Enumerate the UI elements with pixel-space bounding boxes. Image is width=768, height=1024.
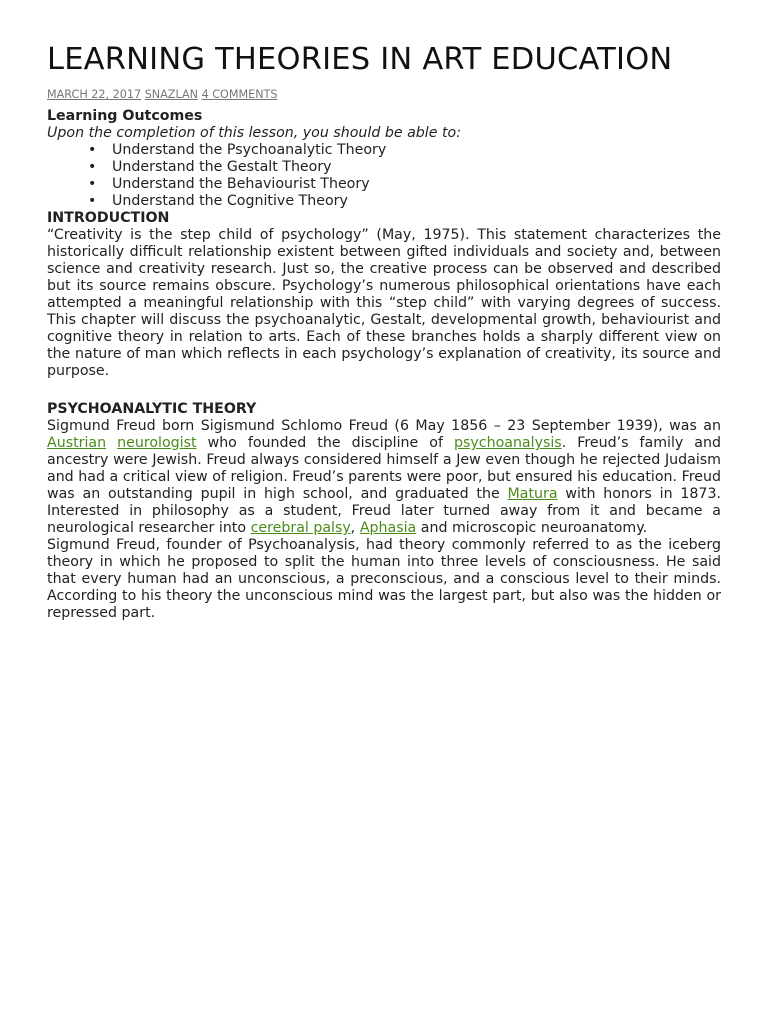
- post-author-link[interactable]: SNAZLAN: [144, 88, 198, 101]
- paragraph-text: and microscopic neuroanatomy.: [416, 520, 648, 536]
- iceberg-theory-paragraph: Sigmund Freud, founder of Psychoanalysis, had theory commonly referred to as the iceberg theory in which he proposed to split the human into three levels of consciousness. He said that every human had an unconscious, a preconscious, and a conscious level to their minds. According to his theory the unconscious mind was the largest part, but also was the hidden or repressed part.: [47, 537, 721, 621]
- article: [47, 40, 721, 622]
- freud-biography-paragraph: [47, 418, 721, 537]
- section-spacer: [47, 380, 721, 397]
- matura-link[interactable]: Matura: [507, 486, 558, 502]
- introduction-paragraph: “Creativity is the step child of psychology” (May, 1975). This statement characterizes the historically difficult relationship existent between gifted individuals and society and, between science and creativity research. Just so, the creative process can be observed and described but its source remains obscure. Psychology’s numerous philosophical orientations have each attempted a meaningful relationship with this “step child” with varying degrees of success. This chapter will discuss the psychoanalytic, Gestalt, developmental growth, behaviourist and cognitive theory in relation to arts. Each of these branches holds a sharply different view on the nature of man which reflects in each psychology’s explanation of creativity, its source and purpose.: [47, 227, 721, 379]
- paragraph-text: ,: [350, 520, 360, 536]
- paragraph-text: Sigmund Freud born Sigismund Schlomo Freud (6 May 1856 – 23 September 1939), was an: [47, 418, 721, 434]
- list-item: [88, 176, 721, 193]
- article-title: LEARNING THEORIES IN ART EDUCATION: [47, 42, 673, 77]
- list-item-text: Understand the Gestalt Theory: [112, 159, 332, 175]
- post-meta: [47, 87, 721, 102]
- list-item: [88, 142, 721, 159]
- paragraph-text: [106, 435, 117, 451]
- paragraph-text: . Freud’s family and ancestry were Jewish. Freud always considered himself a Jew even though he rejected Judaism and had a critical view of religion. Freud’s parents were poor, but ensured his education. Freud was an outstanding pupil in high school, and graduated the: [47, 435, 722, 502]
- list-item: [88, 193, 721, 210]
- aphasia-link[interactable]: Aphasia: [359, 520, 417, 536]
- bullet-icon: •: [88, 193, 97, 209]
- list-item-text: Understand the Cognitive Theory: [112, 193, 348, 209]
- psychoanalytic-heading: PSYCHOANALYTIC THEORY: [47, 401, 257, 417]
- learning-outcomes-heading: Learning Outcomes: [47, 108, 203, 124]
- list-item-text: Understand the Psychoanalytic Theory: [112, 142, 387, 158]
- post-comments-link[interactable]: 4 COMMENTS: [201, 88, 278, 101]
- learning-outcomes-list: [47, 142, 721, 210]
- austrian-link[interactable]: Austrian: [47, 435, 107, 451]
- bullet-icon: •: [88, 176, 97, 192]
- introduction-heading: INTRODUCTION: [47, 210, 170, 226]
- post-date-link[interactable]: MARCH 22, 2017: [47, 88, 142, 101]
- cerebral-palsy-link[interactable]: cerebral palsy: [250, 520, 351, 536]
- bullet-icon: •: [88, 142, 97, 158]
- paragraph-text: with honors in 1873. Interested in philosophy as a student, Freud later turned away from it and became a neurological researcher into: [47, 486, 721, 536]
- paragraph-text: who founded the discipline of: [196, 435, 454, 451]
- neurologist-link[interactable]: neurologist: [117, 435, 197, 451]
- psychoanalysis-link[interactable]: psychoanalysis: [453, 435, 562, 451]
- list-item: [88, 159, 721, 176]
- learning-outcomes-intro: Upon the completion of this lesson, you should be able to:: [47, 125, 461, 141]
- list-item-text: Understand the Behaviourist Theory: [112, 176, 370, 192]
- bullet-icon: •: [88, 159, 97, 175]
